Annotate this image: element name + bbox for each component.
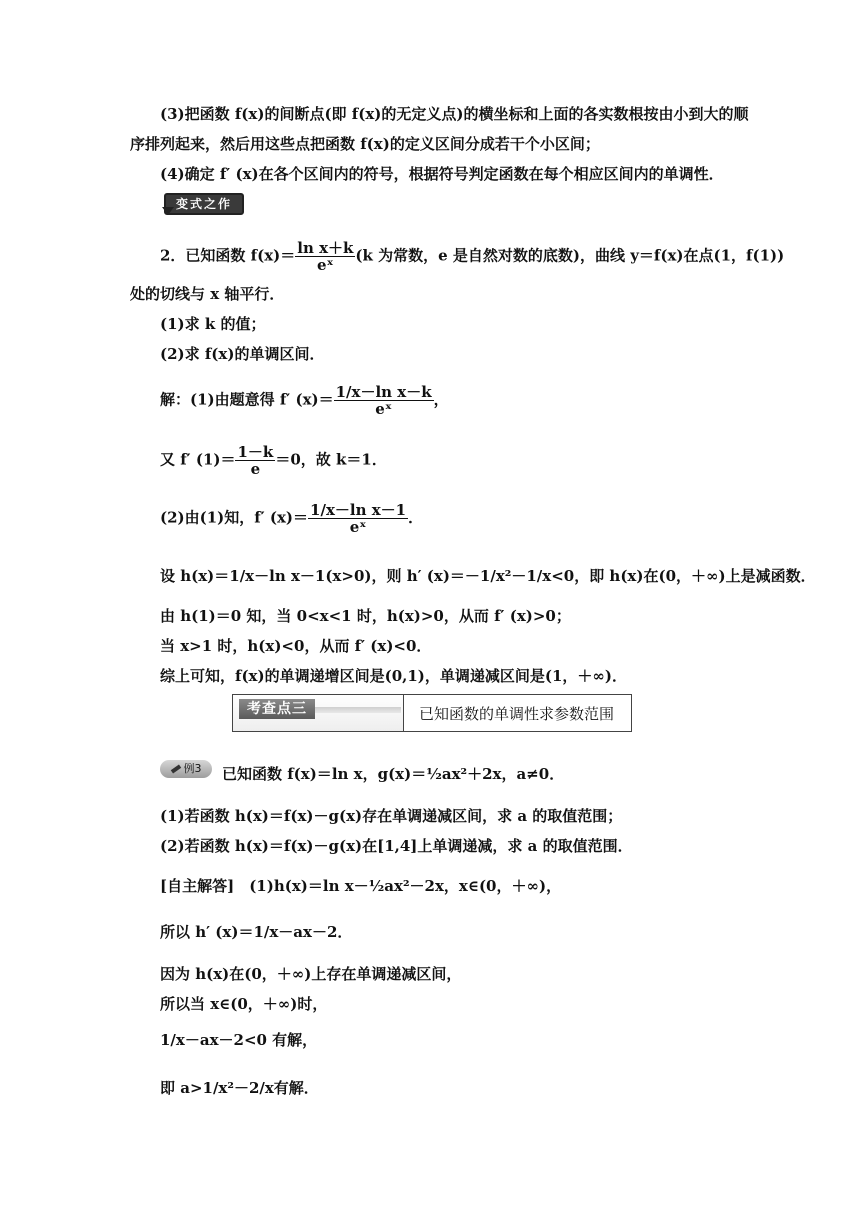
problem-2-text-a: 2．已知函数 f(x)＝ [160,246,296,265]
variant-badge [160,193,244,217]
answer-line-3: 因为 h(x)在(0，＋∞)上存在单调递减区间， [160,965,462,983]
fraction-denominator: eˣ [375,400,392,418]
example-question-1: (1)若函数 h(x)＝f(x)－g(x)存在单调递减区间，求 a 的取值范围； [160,807,623,825]
variant-badge-label: 变式之作 [164,193,244,215]
solution-2-fraction [235,444,275,477]
answer-line-4: 所以当 x∈(0，＋∞)时， [160,995,328,1013]
key-point-tag-strip [315,707,401,713]
solution-1-text-a: 解：(1)由题意得 f′ (x)＝ [160,390,334,409]
problem-2-line-1 [160,240,784,273]
problem-2-text-b: (k 为常数，e 是自然对数的底数)，曲线 y＝f(x)在点(1，f(1)) [355,246,785,265]
answer-line-2: 所以 h′ (x)＝1/x－ax－2． [160,923,353,941]
example-question-2: (2)若函数 h(x)＝f(x)－g(x)在[1,4]上单调递减，求 a 的取值范围． [160,837,633,855]
fraction-denominator: eˣ [349,518,367,536]
solution-3-fraction [308,502,408,535]
key-point-tag-cell [233,695,404,731]
example-3-text: 已知函数 f(x)＝ln x，g(x)＝½ax²＋2x，a≠0． [222,765,565,783]
question-1: (1)求 k 的值； [160,315,266,333]
step-4-line: (4)确定 f′ (x)在各个区间内的符号，根据符号判定函数在每个相应区间内的单调性． [160,165,724,183]
badge-tail-icon [162,207,174,215]
key-point-header [232,694,632,732]
key-point-tag: 考查点三 [239,699,315,719]
fraction-numerator: 1－k [237,443,274,461]
solution-2-text-b: ＝0，故 k＝1． [275,450,387,469]
solution-line-7: 综上可知，f(x)的单调递增区间是(0,1)，单调递减区间是(1，＋∞)． [160,667,628,685]
solution-1-fraction [334,384,434,417]
solution-line-4: 设 h(x)＝1/x－ln x－1(x>0)，则 h′ (x)＝－1/x²－1/x<0，即 h(x)在(0，＋∞)上是减函数． [160,567,816,585]
fraction-numerator: 1/x－ln x－k [335,383,432,401]
pen-icon [170,764,180,773]
answer-line-1: [自主解答] (1)h(x)＝ln x－½ax²－2x，x∈(0，＋∞)， [160,877,562,895]
fraction-denominator: eˣ [317,256,334,274]
solution-line-1 [160,384,449,417]
solution-line-3 [160,502,423,535]
question-2: (2)求 f(x)的单调区间． [160,345,325,363]
step-3-line-2: 序排列起来，然后用这些点把函数 f(x)的定义区间分成若干个小区间； [130,135,600,153]
example-3-label: 例3 [183,762,202,775]
answer-line-5: 1/x－ax－2<0 有解， [160,1031,318,1049]
example-3-badge [160,760,212,778]
answer-line-6: 即 a>1/x²－2/x有解． [160,1079,319,1097]
solution-3-text-b: ． [408,508,424,527]
fraction-denominator: e [250,460,261,478]
fraction-numerator: 1/x－ln x－1 [310,501,407,519]
problem-2-line-2: 处的切线与 x 轴平行． [130,285,285,303]
solution-2-text-a: 又 f′ (1)＝ [160,450,236,469]
solution-line-6: 当 x>1 时，h(x)<0，从而 f′ (x)<0． [160,637,432,655]
key-point-title: 已知函数的单调性求参数范围 [419,705,615,723]
problem-2-fraction [295,240,355,273]
solution-3-text-a: (2)由(1)知，f′ (x)＝ [160,508,309,527]
solution-1-text-b: ， [433,390,449,409]
step-3-line-1: (3)把函数 f(x)的间断点(即 f(x)的无定义点)的横坐标和上面的各实数根按由小到大的顺 [160,105,749,123]
fraction-numerator: ln x＋k [297,239,354,257]
solution-line-2 [160,444,387,477]
solution-line-5: 由 h(1)＝0 知，当 0<x<1 时，h(x)>0，从而 f′ (x)>0； [160,607,571,625]
